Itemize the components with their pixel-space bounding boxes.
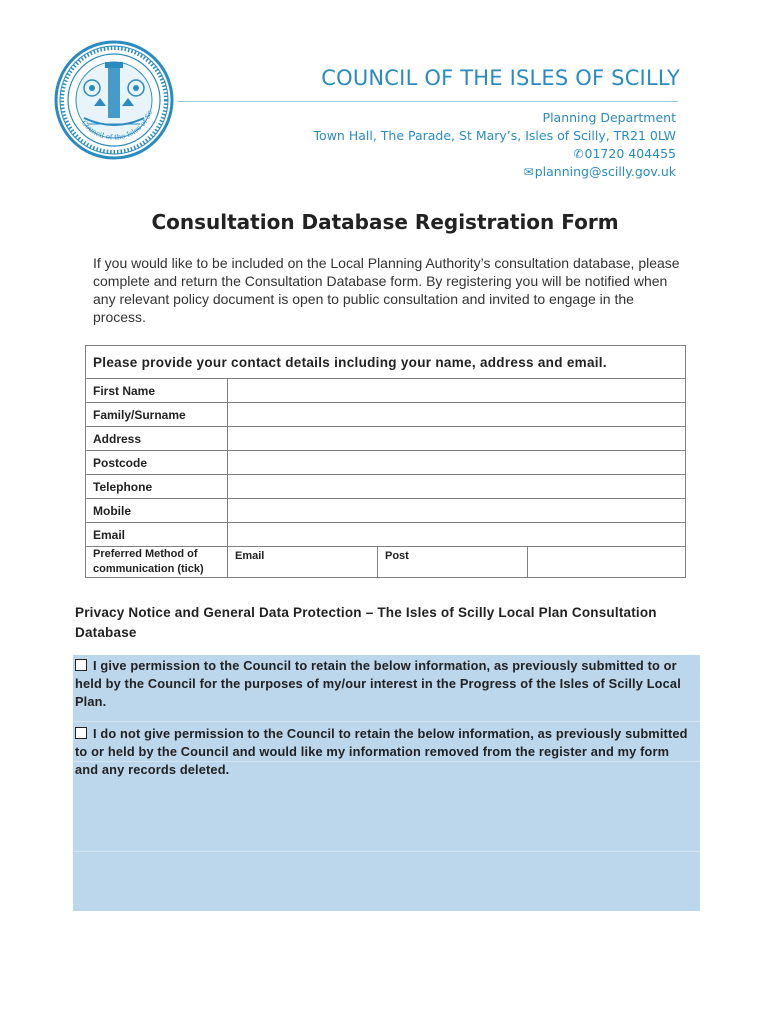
address-field[interactable] [228, 427, 686, 451]
preferred-email-option[interactable]: Email [228, 547, 378, 578]
first-name-field[interactable] [228, 379, 686, 403]
consent-section [73, 655, 700, 911]
consent-yes-text: I give permission to the Council to retain the below information, as previously submitted to or held by the Council for the purposes of my/our interest in the Progress of the Isles of Scilly Local Plan. [75, 658, 681, 709]
consent-no-option[interactable] [75, 725, 695, 779]
preferred-post-option[interactable]: Post [378, 547, 528, 578]
intro-paragraph: If you would like to be included on the Local Planning Authority’s consultation database, please complete and return the Consultation Database form. By registering you will be notified when any relevant policy document is open to public consultation and invited to engage in the process. [93, 255, 680, 325]
contact-details-table [85, 345, 686, 578]
telephone-field[interactable] [228, 475, 686, 499]
consent-yes-checkbox[interactable] [75, 659, 87, 671]
first-name-label: First Name [86, 379, 228, 403]
email-field[interactable] [228, 523, 686, 547]
preferred-extra-cell[interactable] [528, 547, 686, 578]
form-title: Consultation Database Registration Form [151, 210, 619, 234]
contact-table-heading: Please provide your contact details including your name, address and email. [86, 346, 686, 379]
email-line [524, 164, 676, 179]
consent-divider [73, 721, 700, 722]
consent-yes-option[interactable] [75, 657, 695, 711]
preferred-method-label: Preferred Method of communication (tick) [86, 547, 228, 578]
email-link[interactable]: planning@scilly.gov.uk [534, 164, 676, 179]
council-seal-logo [54, 40, 174, 160]
consent-divider [73, 851, 700, 852]
svg-text:Council of the Isles of Scilly: Council of the Isles of Sc [79, 109, 155, 142]
email-label: Email [86, 523, 228, 547]
council-name: COUNCIL OF THE ISLES OF SCILLY [321, 66, 680, 90]
address-label: Address [86, 427, 228, 451]
telephone-label: Telephone [86, 475, 228, 499]
phone-icon: ✆ [573, 147, 584, 161]
department-name: Planning Department [542, 110, 676, 125]
mobile-field[interactable] [228, 499, 686, 523]
consent-no-checkbox[interactable] [75, 727, 87, 739]
phone-line [573, 146, 676, 161]
postcode-label: Postcode [86, 451, 228, 475]
privacy-heading: Privacy Notice and General Data Protection – The Isles of Scilly Local Plan Consultation Database [75, 605, 657, 640]
mobile-label: Mobile [86, 499, 228, 523]
council-address: Town Hall, The Parade, St Mary’s, Isles of Scilly, TR21 0LW [313, 128, 676, 143]
surname-field[interactable] [228, 403, 686, 427]
header-divider [178, 101, 678, 102]
surname-label: Family/Surname [86, 403, 228, 427]
postcode-field[interactable] [228, 451, 686, 475]
phone-number: 01720 404455 [584, 146, 676, 161]
consent-no-text: I do not give permission to the Council to retain the below information, as previously submitted to or held by the Council and would like my information removed from the register and my form and any records deleted. [75, 726, 688, 777]
envelope-icon: ✉ [523, 165, 534, 179]
